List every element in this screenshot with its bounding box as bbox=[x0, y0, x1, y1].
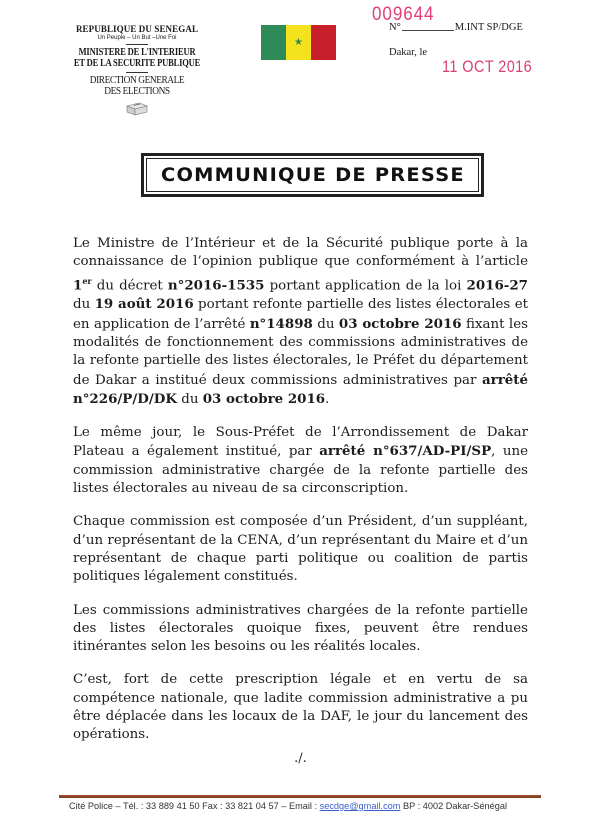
bold-reference: arrêté n°226/P/D/DK bbox=[73, 371, 528, 407]
reference-blank bbox=[402, 29, 454, 31]
text-segment: du bbox=[312, 316, 339, 332]
press-release-body bbox=[73, 235, 528, 768]
flag-green-band bbox=[261, 25, 286, 60]
footer-rule bbox=[59, 795, 541, 798]
paragraph-5 bbox=[73, 671, 528, 744]
ballot-box-icon bbox=[125, 101, 149, 115]
text-segment: C’est, fort de cette prescription légale et en vertu de sa compétence nationale, que ladite commission administrative a pu être déplacée dans les locaux de la DAF, le jour du lancement des opérations. bbox=[73, 672, 528, 743]
superscript: er bbox=[82, 275, 92, 286]
footer-contact bbox=[69, 801, 539, 811]
ministry-line-1: MINISTERE DE L'INTERIEUR bbox=[78, 47, 196, 58]
senegal-flag bbox=[261, 25, 336, 60]
bold-reference: 2016-27 bbox=[466, 277, 528, 294]
text-segment: Les commissions administratives chargées de la refonte partielle des listes électorales quoique fixes, peuvent être rendues itinérantes selon les besoins ou les réalités locales. bbox=[73, 602, 528, 655]
paragraphs bbox=[73, 235, 528, 745]
text-segment: fixant les modalités de fonctionnement des commissions administratives de la refonte partielle des listes électorales, le Préfet du département de Dakar a institué deux commissions administratives par bbox=[73, 316, 528, 388]
footer-address: Cité Police – Tél. : 33 889 41 50 Fax : 33 821 04 57 – Email : bbox=[69, 801, 320, 811]
text-segment: portant refonte partielle des listes électorales et en application de l’arrêté bbox=[73, 297, 528, 332]
page-title: COMMUNIQUE DE PRESSE bbox=[160, 164, 465, 186]
text-segment: Chaque commission est composée d’un Président, d’un suppléant, d’un représentant de la CENA, d’un représentant du Maire et d’un représentant de chaque parti politique ou coalition de partis politiques légalement constitués. bbox=[73, 514, 528, 585]
direction-line-1: DIRECTION GENERALE bbox=[89, 74, 185, 86]
paragraph-2 bbox=[73, 424, 528, 498]
bold-reference: 03 octobre 2016 bbox=[202, 390, 326, 407]
letterhead bbox=[62, 24, 212, 115]
flag-yellow-band bbox=[286, 25, 311, 60]
paragraph-3 bbox=[73, 513, 528, 586]
republic-name: REPUBLIQUE DU SENEGAL bbox=[75, 24, 199, 34]
text-segment: du bbox=[73, 297, 95, 313]
text-segment: Le même jour, le Sous-Préfet de l’Arrondissement de Dakar Plateau a également institué, par bbox=[73, 425, 528, 460]
reference-number bbox=[389, 22, 523, 33]
bold-reference: 03 octobre 2016 bbox=[338, 315, 462, 332]
title-inner-frame bbox=[146, 158, 479, 192]
divider bbox=[126, 72, 148, 73]
national-motto: Un Peuple – Un But –Une Foi bbox=[97, 35, 177, 41]
reference-prefix: N° bbox=[389, 22, 401, 33]
bold-reference: arrêté n°637/AD-PI/SP bbox=[319, 443, 492, 460]
footer-postbox: BP : 4002 Dakar-Sénégal bbox=[400, 801, 508, 811]
stamp-number: 009644 bbox=[372, 4, 435, 25]
title-frame bbox=[141, 153, 484, 197]
flag-red-band bbox=[311, 25, 336, 60]
paragraph-4 bbox=[73, 602, 528, 657]
email-link[interactable]: secdge@gmail.com bbox=[319, 801, 401, 811]
text-segment: du bbox=[177, 391, 203, 407]
text-segment: , une commission administrative chargée de la refonte partielle des listes électorales au niveau de sa circonscription. bbox=[73, 444, 529, 497]
bold-reference: 1 bbox=[73, 277, 83, 294]
divider bbox=[126, 44, 148, 45]
bold-reference: n°2016-1535 bbox=[167, 277, 265, 294]
text-segment: . bbox=[325, 391, 330, 407]
bold-reference: 19 août 2016 bbox=[94, 296, 194, 313]
paragraph-1 bbox=[73, 235, 528, 409]
end-mark: ./. bbox=[294, 750, 307, 766]
direction-line-2: DES ELECTIONS bbox=[104, 85, 170, 97]
bold-reference: n°14898 bbox=[249, 315, 313, 332]
stamp-date: 11 OCT 2016 bbox=[442, 57, 533, 76]
text-segment: portant application de la loi bbox=[264, 278, 467, 294]
star-icon: ★ bbox=[294, 36, 303, 48]
ministry-line-2: ET DE LA SECURITE PUBLIQUE bbox=[73, 58, 201, 69]
text-segment: du décret bbox=[91, 278, 168, 294]
reference-suffix: M.INT SP/DGE bbox=[454, 22, 523, 33]
text-segment: Le Ministre de l’Intérieur et de la Sécurité publique porte à la connaissance de l’opinion publique que conformément à l’article bbox=[73, 236, 528, 270]
date-label: Dakar, le bbox=[389, 47, 428, 58]
